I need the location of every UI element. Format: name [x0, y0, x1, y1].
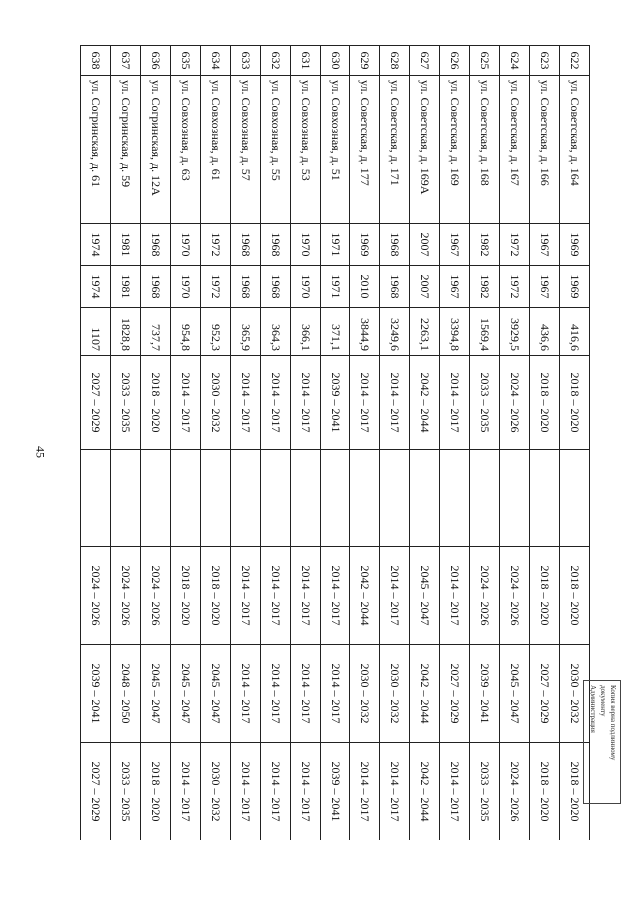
period-cell [140, 450, 170, 547]
row-number: 624 [500, 46, 530, 76]
build-year-cell: 1967 [530, 224, 560, 266]
area-cell: 2263,1 [410, 308, 440, 356]
address-cell: ул. Совхозная, д. 61 [200, 76, 230, 224]
period-cell: 2014 – 2017 [440, 356, 470, 450]
build-year-cell: 1974 [81, 224, 111, 266]
period-cell: 2039 – 2041 [320, 743, 350, 841]
period-cell [170, 450, 200, 547]
stamp-text [584, 681, 620, 803]
period-cell: 2014 – 2017 [290, 743, 320, 841]
area-cell: 954,8 [170, 308, 200, 356]
commission-year-cell: 1968 [260, 266, 290, 308]
commission-year-cell: 1967 [440, 266, 470, 308]
table-body [81, 46, 590, 841]
address-cell: ул. Согринская, д. 59 [111, 76, 141, 224]
address-cell: ул. Совхозная, д. 63 [170, 76, 200, 224]
period-cell: 2042 – 2044 [410, 356, 440, 450]
period-cell: 2045 – 2047 [410, 547, 440, 645]
period-cell: 2024 – 2026 [81, 547, 111, 645]
period-cell: 2018 – 2020 [560, 743, 590, 841]
area-cell: 3929,5 [500, 308, 530, 356]
build-year-cell: 1968 [260, 224, 290, 266]
table-row [380, 46, 410, 841]
period-cell [530, 450, 560, 547]
commission-year-cell: 1972 [200, 266, 230, 308]
period-cell: 2018 – 2020 [140, 356, 170, 450]
period-cell [560, 450, 590, 547]
period-cell: 2033 – 2035 [470, 356, 500, 450]
period-cell: 2039 – 2041 [470, 645, 500, 743]
period-cell: 2014 – 2017 [230, 547, 260, 645]
table-container [80, 45, 590, 840]
period-cell [200, 450, 230, 547]
period-cell [440, 450, 470, 547]
period-cell: 2018 – 2020 [200, 547, 230, 645]
row-number: 628 [380, 46, 410, 76]
period-cell [230, 450, 260, 547]
row-number: 635 [170, 46, 200, 76]
table-row [500, 46, 530, 841]
period-cell: 2014 – 2017 [320, 645, 350, 743]
row-number: 636 [140, 46, 170, 76]
period-cell [320, 450, 350, 547]
commission-year-cell: 2010 [350, 266, 380, 308]
period-cell: 2014 – 2017 [260, 645, 290, 743]
build-year-cell: 1982 [470, 224, 500, 266]
period-cell: 2039 – 2041 [81, 645, 111, 743]
commission-year-cell: 1971 [320, 266, 350, 308]
period-cell: 2018 – 2020 [560, 547, 590, 645]
commission-year-cell: 1972 [500, 266, 530, 308]
build-year-cell: 1970 [170, 224, 200, 266]
commission-year-cell: 2007 [410, 266, 440, 308]
period-cell: 2014 – 2017 [230, 743, 260, 841]
address-cell: ул. Совхозная, д. 51 [320, 76, 350, 224]
period-cell: 2045 – 2047 [170, 645, 200, 743]
period-cell: 2033 – 2035 [111, 356, 141, 450]
period-cell: 2027 – 2029 [81, 356, 111, 450]
period-cell: 2014 – 2017 [290, 547, 320, 645]
area-cell: 365,9 [230, 308, 260, 356]
address-cell: ул. Согринская, д. 12А [140, 76, 170, 224]
period-cell: 2014 – 2017 [380, 743, 410, 841]
period-cell: 2030 – 2032 [380, 645, 410, 743]
period-cell: 2014 – 2017 [260, 547, 290, 645]
row-number: 626 [440, 46, 470, 76]
area-cell: 1828,8 [111, 308, 141, 356]
build-year-cell: 1972 [200, 224, 230, 266]
address-cell: ул. Совхозная, д. 55 [260, 76, 290, 224]
period-cell: 2014 – 2017 [170, 356, 200, 450]
commission-year-cell: 1982 [470, 266, 500, 308]
period-cell: 2045 – 2047 [500, 645, 530, 743]
period-cell: 2042 – 2044 [350, 547, 380, 645]
stamp-line: документу [599, 685, 607, 717]
certification-stamp [583, 680, 621, 804]
area-cell: 1569,4 [470, 308, 500, 356]
address-cell: ул. Советская, д. 171 [380, 76, 410, 224]
period-cell: 2030 – 2032 [200, 356, 230, 450]
table-row [230, 46, 260, 841]
period-cell [380, 450, 410, 547]
period-cell: 2045 – 2047 [140, 645, 170, 743]
build-year-cell: 1968 [380, 224, 410, 266]
area-cell: 3394,8 [440, 308, 470, 356]
page-number: 45 [33, 446, 48, 458]
period-cell: 2014 – 2017 [350, 356, 380, 450]
build-year-cell: 1969 [560, 224, 590, 266]
period-cell: 2030 – 2032 [350, 645, 380, 743]
period-cell: 2024 – 2026 [500, 547, 530, 645]
address-cell: ул. Советская, д. 166 [530, 76, 560, 224]
period-cell: 2014 – 2017 [350, 743, 380, 841]
table-row [140, 46, 170, 841]
table-row [260, 46, 290, 841]
row-number: 638 [81, 46, 111, 76]
table-row [290, 46, 320, 841]
period-cell [111, 450, 141, 547]
address-cell: ул. Советская, д. 177 [350, 76, 380, 224]
period-cell: 2014 – 2017 [230, 645, 260, 743]
table-row [530, 46, 560, 841]
period-cell: 2048 – 2050 [111, 645, 141, 743]
period-cell: 2024 – 2026 [500, 743, 530, 841]
period-cell [410, 450, 440, 547]
period-cell [470, 450, 500, 547]
period-cell: 2033 – 2035 [111, 743, 141, 841]
area-cell: 366,1 [290, 308, 320, 356]
stamp-line: Администрация [589, 685, 597, 733]
stamp-line: Копия верна подлинному [609, 685, 617, 761]
build-year-cell: 1971 [320, 224, 350, 266]
address-cell: ул. Совхозная, д. 53 [290, 76, 320, 224]
period-cell: 2030 – 2032 [560, 645, 590, 743]
period-cell: 2024 – 2026 [111, 547, 141, 645]
address-cell: ул. Советская, д. 167 [500, 76, 530, 224]
build-year-cell: 1972 [500, 224, 530, 266]
table-row [111, 46, 141, 841]
period-cell: 2014 – 2017 [440, 743, 470, 841]
rotated-table-frame [80, 45, 590, 840]
commission-year-cell: 1974 [81, 266, 111, 308]
table-row [440, 46, 470, 841]
address-cell: ул. Советская, д. 169 [440, 76, 470, 224]
commission-year-cell: 1981 [111, 266, 141, 308]
commission-year-cell: 1970 [170, 266, 200, 308]
period-cell: 2027 – 2029 [81, 743, 111, 841]
period-cell: 2024 – 2026 [140, 547, 170, 645]
commission-year-cell: 1968 [230, 266, 260, 308]
period-cell: 2018 – 2020 [140, 743, 170, 841]
row-number: 629 [350, 46, 380, 76]
period-cell: 2018 – 2020 [170, 547, 200, 645]
period-cell: 2045 – 2047 [200, 645, 230, 743]
period-cell: 2014 – 2017 [260, 356, 290, 450]
area-cell: 416,6 [560, 308, 590, 356]
row-number: 622 [560, 46, 590, 76]
period-cell [350, 450, 380, 547]
build-year-cell: 2007 [410, 224, 440, 266]
period-cell: 2018 – 2020 [560, 356, 590, 450]
period-cell: 2014 – 2017 [380, 356, 410, 450]
row-number: 627 [410, 46, 440, 76]
period-cell: 2014 – 2017 [230, 356, 260, 450]
period-cell: 2033 – 2035 [470, 743, 500, 841]
period-cell: 2027 – 2029 [530, 645, 560, 743]
row-number: 637 [111, 46, 141, 76]
row-number: 623 [530, 46, 560, 76]
commission-year-cell: 1968 [380, 266, 410, 308]
commission-year-cell: 1969 [560, 266, 590, 308]
row-number: 634 [200, 46, 230, 76]
commission-year-cell: 1968 [140, 266, 170, 308]
period-cell [81, 450, 111, 547]
area-cell: 371,1 [320, 308, 350, 356]
period-cell: 2014 – 2017 [260, 743, 290, 841]
table-row [170, 46, 200, 841]
period-cell: 2030 – 2032 [200, 743, 230, 841]
period-cell [290, 450, 320, 547]
period-cell: 2014 – 2017 [440, 547, 470, 645]
area-cell: 364,3 [260, 308, 290, 356]
area-cell: 3844,9 [350, 308, 380, 356]
area-cell: 737,7 [140, 308, 170, 356]
period-cell: 2014 – 2017 [290, 645, 320, 743]
table-row [81, 46, 111, 841]
build-year-cell: 1968 [230, 224, 260, 266]
row-number: 630 [320, 46, 350, 76]
period-cell: 2024 – 2026 [470, 547, 500, 645]
area-cell: 3249,6 [380, 308, 410, 356]
period-cell: 2018 – 2020 [530, 356, 560, 450]
commission-year-cell: 1970 [290, 266, 320, 308]
period-cell: 2042 – 2044 [410, 645, 440, 743]
build-year-cell: 1981 [111, 224, 141, 266]
row-number: 633 [230, 46, 260, 76]
table-row [200, 46, 230, 841]
address-cell: ул. Согринская, д. 61 [81, 76, 111, 224]
period-cell: 2014 – 2017 [380, 547, 410, 645]
period-cell: 2024 – 2026 [500, 356, 530, 450]
period-cell: 2027 – 2029 [440, 645, 470, 743]
area-cell: 1107 [81, 308, 111, 356]
area-cell: 952,3 [200, 308, 230, 356]
period-cell: 2014 – 2017 [170, 743, 200, 841]
data-table [80, 45, 590, 840]
build-year-cell: 1967 [440, 224, 470, 266]
period-cell: 2039 – 2041 [320, 356, 350, 450]
address-cell: ул. Советская, д. 169А [410, 76, 440, 224]
build-year-cell: 1969 [350, 224, 380, 266]
row-number: 631 [290, 46, 320, 76]
address-cell: ул. Совхозная, д. 57 [230, 76, 260, 224]
address-cell: ул. Советская, д. 164 [560, 76, 590, 224]
period-cell: 2014 – 2017 [320, 547, 350, 645]
period-cell: 2018 – 2020 [530, 547, 560, 645]
period-cell [260, 450, 290, 547]
area-cell: 436,6 [530, 308, 560, 356]
table-row [410, 46, 440, 841]
build-year-cell: 1968 [140, 224, 170, 266]
row-number: 632 [260, 46, 290, 76]
commission-year-cell: 1967 [530, 266, 560, 308]
period-cell [500, 450, 530, 547]
period-cell: 2014 – 2017 [290, 356, 320, 450]
build-year-cell: 1970 [290, 224, 320, 266]
table-row [470, 46, 500, 841]
table-row [350, 46, 380, 841]
table-row [320, 46, 350, 841]
period-cell: 2018 – 2020 [530, 743, 560, 841]
address-cell: ул. Советская, д. 168 [470, 76, 500, 224]
row-number: 625 [470, 46, 500, 76]
period-cell: 2042 – 2044 [410, 743, 440, 841]
